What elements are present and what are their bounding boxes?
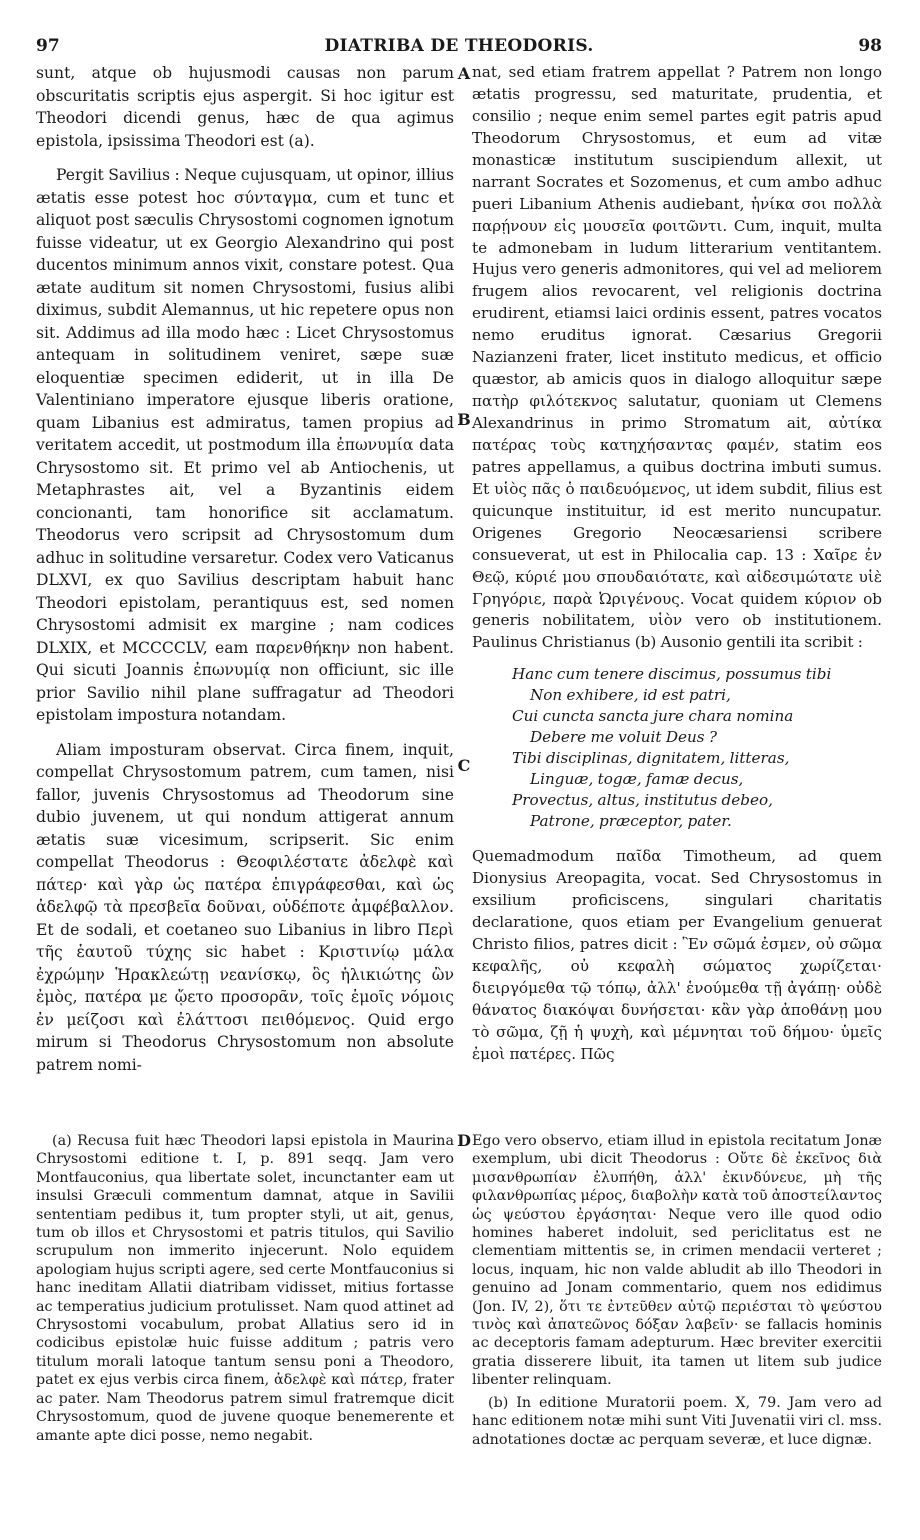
- margin-letter-d: D: [457, 1131, 471, 1150]
- verse-line: Hanc cum tenere discimus, possumus tibi: [512, 665, 832, 684]
- footnotes-left: [36, 1132, 454, 1445]
- right-paragraph-2: Quemadmodum παῖδα Timotheum, ad quem Dionysius Areopagita, vocat. Sed Chrysostomus in exsilium proficiscens, singulari charitatis declaratione, quos etiam per Evangelium genuerat Christo filios, patres dicit : Ἓν σῶμά ἐσμεν, οὐ σῶμα κεφαλῆς, οὐ κεφαλὴ σώματος χωρίζεται· διειργόμεθα τῷ τόπῳ, ἀλλ' ἑνούμεθα τῇ ἀγάπῃ· οὐδὲ θάνατος διακόψαι δυνήσεται· κἂν γὰρ ἀποθάνῃ μου τὸ σῶμα, ζῇ ἡ ψυχὴ, καὶ μέμνηται τοῦ δήμου· ὑμεῖς ἐμοὶ πατέρες. Πῶς: [472, 847, 882, 1063]
- left-paragraph-3: Aliam imposturam observat. Circa finem, inquit, compellat Chrysostomum patrem, cum tamen, nisi fallor, juvenis Chrysostomus ad Theodorum sine dubio juvenem, ut qui nondum attigerat annum ætatis suæ vicesimum, scripserit. Sic enim compellat Theodorus : Θεοφιλέστατε ἀδελφὲ καὶ πάτερ· καὶ γὰρ ὡς πατέρα ἐπιγράφεσθαι, καὶ ὡς ἀδελφῷ τὰ πρεσβεῖα δοῦναι, οὐδέποτε ἀμφέβαλλον. Et de sodali, et coetaneo suo Libanius in libro Περὶ τῆς ἑαυτοῦ τύχης sic habet : Κριστινίῳ μάλα ἐχρώμην Ἡρακλεώτῃ νεανίσκῳ, ὃς ἡλικιώτης ὢν ἐμὸς, πατέρα με ᾤετο προσορᾶν, τοῖς ἐμοῖς νόμοις ἐν μείζοσι καὶ ἐλάττοσι πειθόμενος. Quid ergo mirum si Theodorus Chrysostomum non absolute patrem nomi-: [36, 740, 454, 1074]
- right-column: [472, 62, 882, 1087]
- left-paragraph-2: Pergit Savilius : Neque cujusquam, ut opinor, illius ætatis esse potest hoc σύνταγμα, cum et tunc et aliquot post sæculis Chrysostomi cognomen ignotum fuisse videatur, ut ex Georgio Alexandrino qui post ducentos minimum annos vixit, constare potest. Qua ætate auditum sit nomen Chrysostomi, fusius alibi diximus, subdit Alemannus, ut hic repetere opus non sit. Addimus ad illa modo hæc : Licet Chrysostomus antequam in solitudinem veniret, sæpe suæ eloquentiæ specimen ediderit, ut in illa De Valentiniano imperatore ejusque liberis oratione, quam Libanius est admiratus, tamen propius ad veritatem accedit, ut postmodum illa ἐπωνυμία data Chrysostomo sit. Et primo vel ab Antiochenis, ut Metaphrastes ait, vel a Byzantinis eidem concionanti, tam honorifice sit acclamatum. Theodorus vero scripsit ad Chrysostomum dum adhuc in solitudine versaretur. Codex vero Vaticanus DLXVI, ex quo Savilius descriptam habuit hanc Theodori epistolam, perantiquus est, sed nomen Chrysostomi admisit ex margine ; nam codices DLXIX, et MCCCCLV, eam παρενθήκην non habent. Qui sicuti Joannis ἐπωνυμίᾳ non officiunt, sic ille prior Savilio nihil plane suffragatur ad Theodori epistolam impostura notandam.: [36, 166, 454, 724]
- margin-letter-c: C: [457, 756, 471, 775]
- left-column: [36, 62, 454, 1087]
- page-number-right: 98: [858, 36, 882, 56]
- verse-line: Non exhibere, id est patri,: [530, 686, 731, 705]
- margin-letter-b: B: [457, 410, 471, 429]
- margin-letter-a: A: [457, 64, 471, 83]
- verse-line: Patrone, præceptor, pater.: [530, 812, 732, 831]
- right-paragraph-1: nat, sed etiam fratrem appellat ? Patrem non longo ætatis progressu, sed maturitate, prudentia, et consilio ; neque enim semel partes egit patris apud Theodorum Chrysostomus, et eum ad vitæ monasticæ institutum suscipiendum allexit, ut narrant Socrates et Sozomenus, et cum ambo adhuc pueri Libanium Athenis audiebant, ἡνίκα σοι πολλὰ παρῄνουν εἰς μουσεῖα φοιτῶντι. Cum, inquit, multa te admonebam in ludum litterarium ventitantem. Hujus vero generis admonitores, qui vel ad meliorem frugem alios revocarent, vel religionis doctrina erudirent, etiamsi laici ordinis essent, patres vocatos nemo eruditus ignorat. Cæsarius Gregorii Nazianzeni frater, licet instituto medicus, et officio quæstor, ab amicis quos in dialogo alloquitur sæpe πατὴρ φιλότεκνος salutatur, quoniam ut Clemens Alexandrinus in primo Stromatum ait, αὐτίκα πατέρας τοὺς κατηχήσαντας φαμέν, statim eos patres appellamus, a quibus doctrina imbuti sumus. Et υἱὸς πᾶς ὁ παιδευόμενος, ut idem subdit, filius est quicunque instituitur, id est merito nuncupatur. Origenes Gregorio Neocæsariensi scribere consueverat, ut est in Philocalia cap. 13 : Χαῖρε ἐν Θεῷ, κύριέ μου σπουδαιότατε, καὶ αἰδεσιμώτατε υἱὲ Γρηγόριε, παρὰ Ὠριγένους. Vocat quidem κύριον ob generis nobilitatem, υἱὸν vero ob institutionem. Paulinus Christianus (b) Ausonio gentili ita scribit :: [472, 63, 882, 652]
- footnotes-right: [472, 1132, 882, 1449]
- footnote-a-continued: Ego vero observo, etiam illud in epistola recitatum Jonæ exemplum, ubi dicit Theodorus : Οὔτε δὲ ἐκεῖνος διὰ μισανθρωπίαν ἐλυπήθη, ἀλλ' ἐκινδύνευε, μὴ τῆς φιλανθρωπίας μέρος, διαβολὴν κατὰ τοῦ ἀποστείλαντος ὡς ψεύστου ἐργάσηται· Neque vero ille quod odio homines haberet indoluit, sed periclitatus est ne clementiam mittentis se, in crimen mendacii verteret ; locus, inquam, hic non valde abludit ab illo Theodori in genuino ad Jonam commentario, quem nos edidimus (Jon. IV, 2), ὅτι τε ἐντεῦθεν αὐτῷ περιέσται τὸ ψεύστου τινὸς καὶ ἀπατεῶνος δόξαν λαβεῖν· se fallacis hominis ac deceptoris famam adepturum. Hæc breviter exercitii gratia disserere libuit, ita tamen ut litem sub judice libenter relinquam.: [472, 1133, 882, 1389]
- verse-line: Linguæ, togæ, famæ decus,: [530, 770, 744, 789]
- running-header: [36, 36, 882, 58]
- footnote-b: (b) In editione Muratorii poem. X, 79. Jam vero ad hanc editionem notæ mihi sunt Viti Juvenatii viri cl. mss. adnotationes doctæ ac perquam severæ, et luce dignæ.: [472, 1394, 882, 1448]
- verse-line: Provectus, altus, institutus debeo,: [512, 791, 773, 810]
- verse-line: Cui cuncta sancta jure chara nomina: [512, 707, 794, 726]
- page-number-left: 97: [36, 36, 60, 56]
- left-paragraph-1: sunt, atque ob hujusmodi causas non parum obscuritatis scriptis ejus aspergit. Si hoc igitur est Theodori dicendi genus, hæc de qua agimus epistola, ipsissima Theodori est (a).: [36, 64, 454, 150]
- verse-line: Debere me voluit Deus ?: [530, 728, 718, 747]
- verse-block: [512, 664, 882, 832]
- verse-line: Tibi disciplinas, dignitatem, litteras,: [512, 749, 790, 768]
- footnote-a: (a) Recusa fuit hæc Theodori lapsi epistola in Maurina Chrysostomi editione t. I, p. 891 seqq. Jam vero Montfauconius, qua libertate solet, incunctanter eam ut insulsi Græculi commentum damnat, atque in Savilii sententiam pedibus it, tum propter styli, ut ait, genus, tum ob illos et Chrysostomi et patris titulos, qui Savilio scrupulum non immerito injecerunt. Nolo equidem apologiam hujus scripti agere, sed certe Montfauconius si hanc ineditam Allatii diatribam vidisset, mitius fortasse ac temperatius judicium protulisset. Nam quod attinet ad Chrysostomi vocabulum, probat Allatius sero id in codicibus epistolæ huic fuisse additum ; patris vero titulum morali latoque tantum sensu poni a Theodoro, patet ex ejus verbis circa finem, ἀδελφὲ καὶ πάτερ, frater ac pater. Nam Theodorus patrem simul fratremque dicit Chrysostomum, quod de juvene quoque benemerente et amante apte dici posse, nemo negabit.: [36, 1133, 454, 1444]
- running-title: DIATRIBA DE THEODORIS.: [324, 36, 594, 56]
